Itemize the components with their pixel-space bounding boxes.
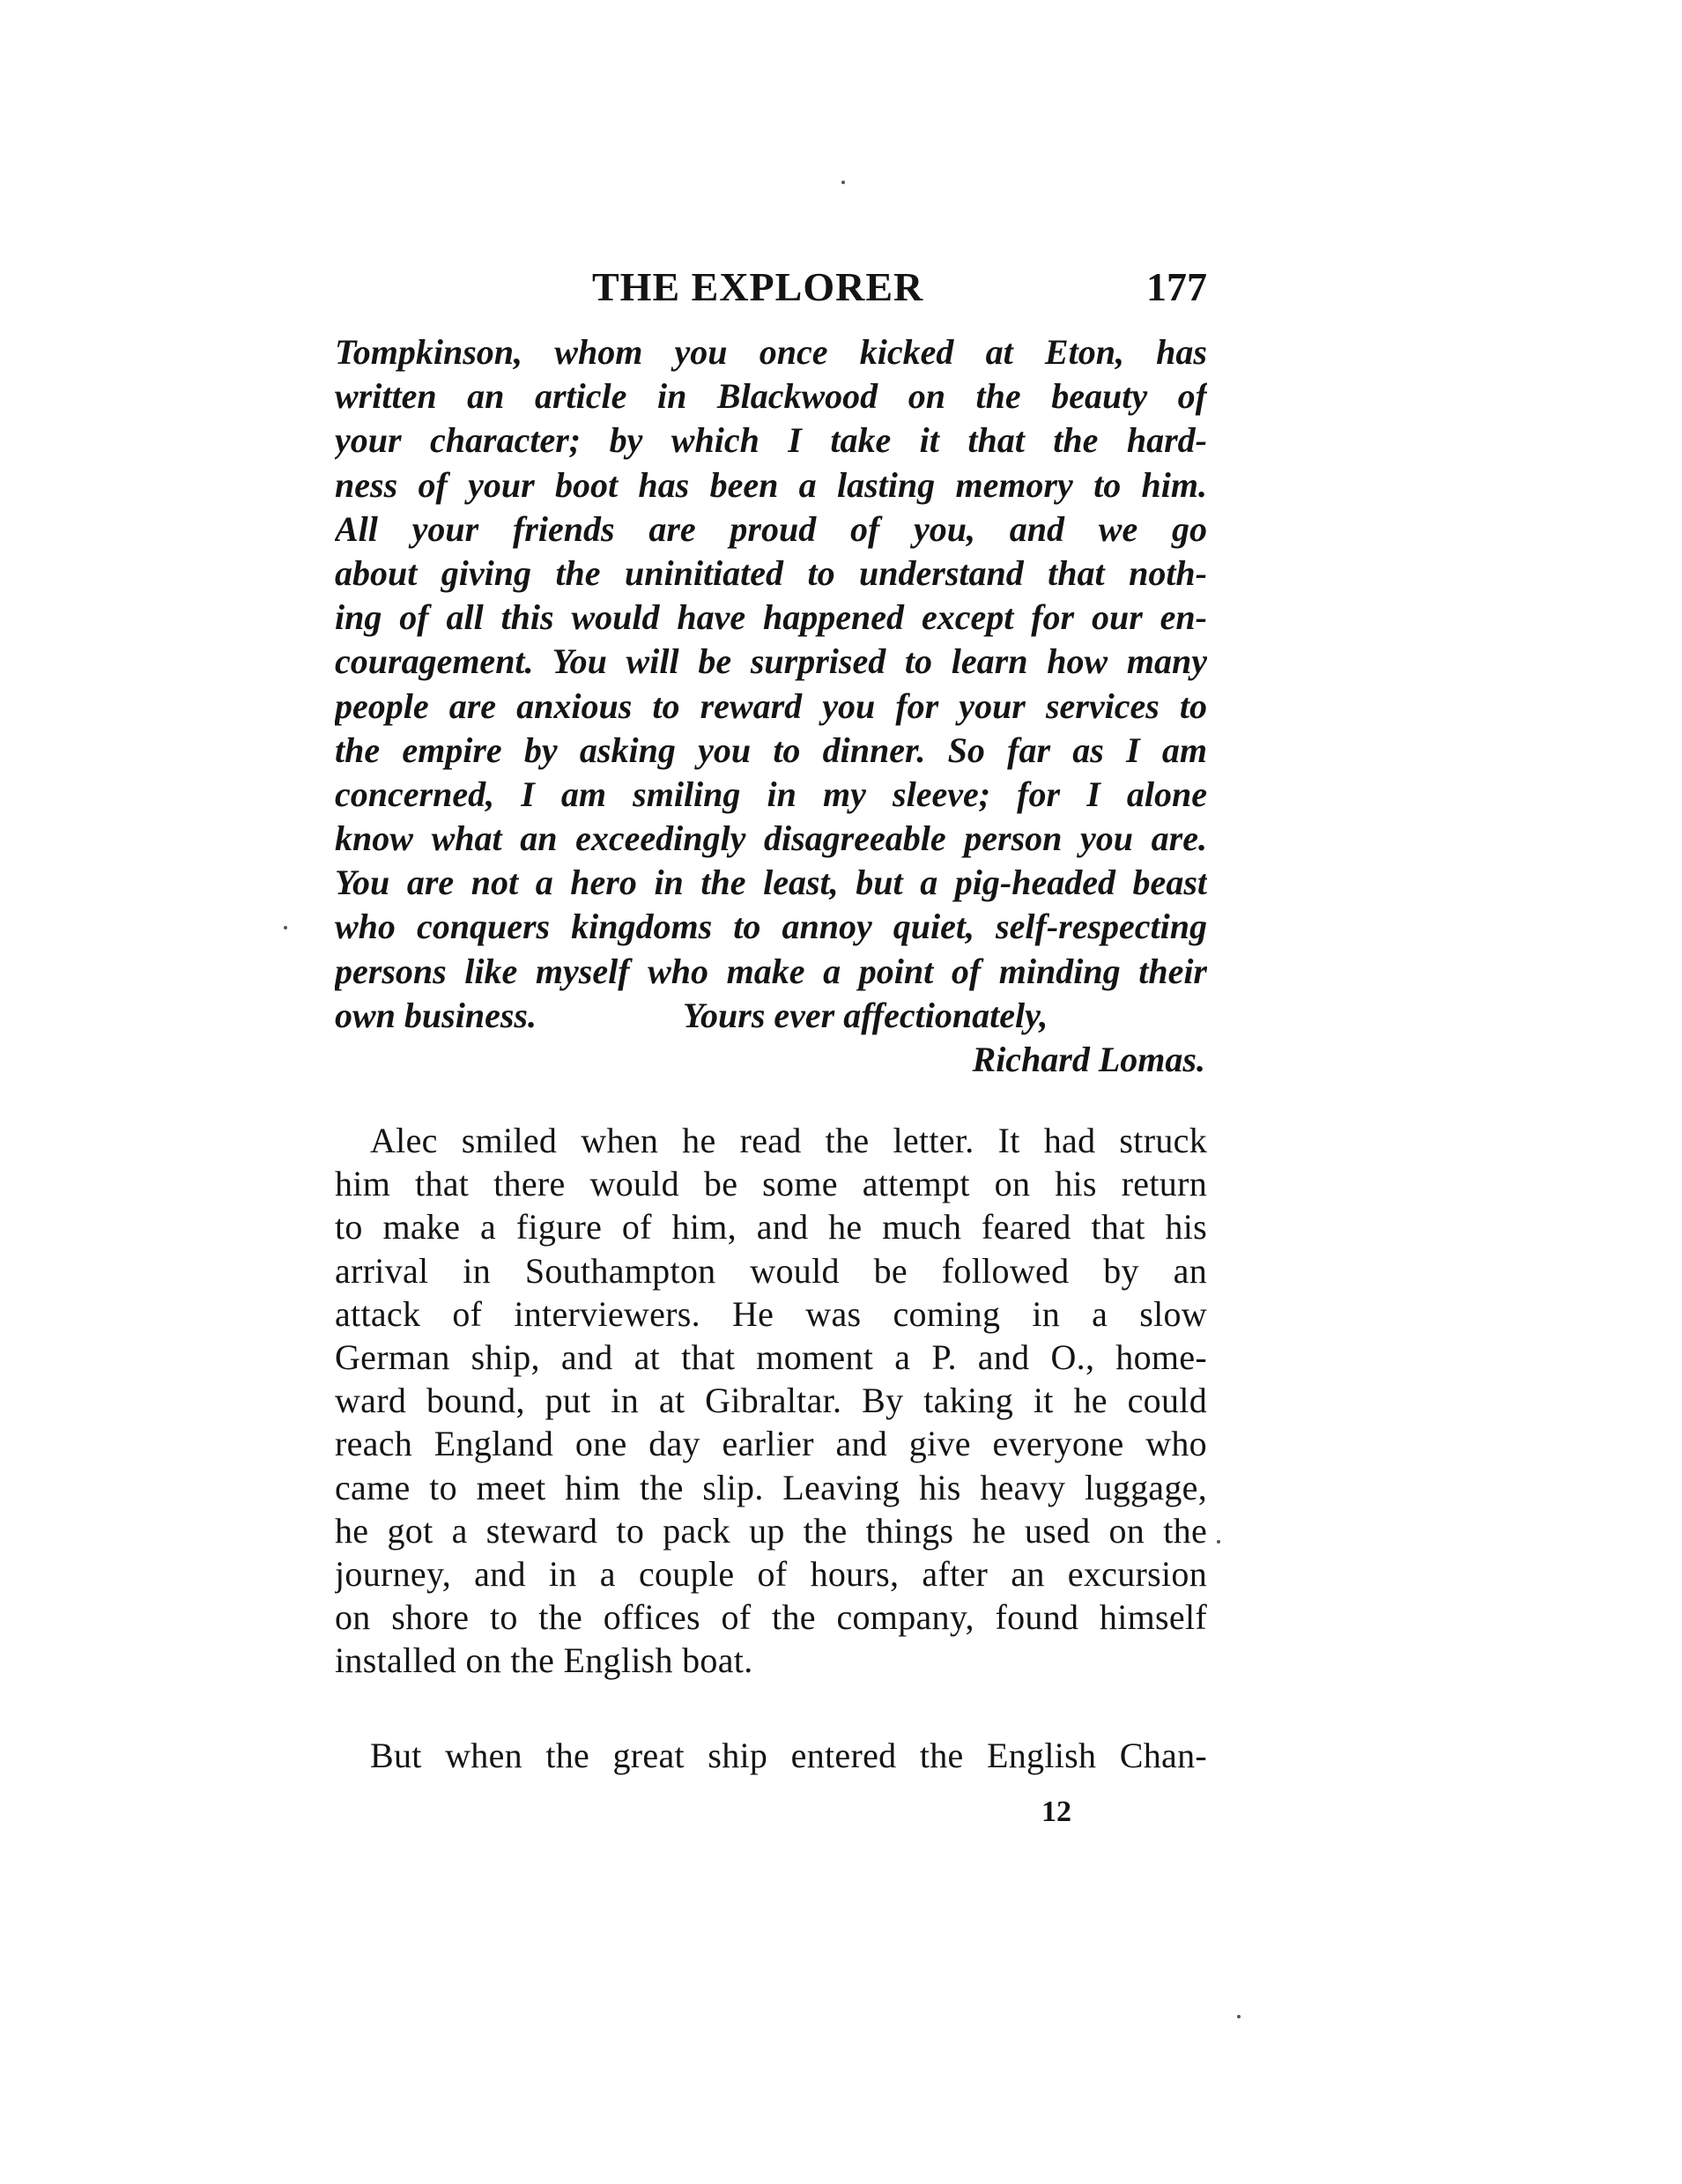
paragraph-line: German ship, and at that moment a P. and O., home-	[335, 1336, 1207, 1377]
letter-line: your character; by which I take it that the hard-	[335, 420, 1207, 461]
letter-closing	[335, 994, 1207, 1038]
letter-line: know what an exceedingly disagreeable person you are.	[335, 818, 1207, 859]
letter-signature: Richard Lomas.	[972, 1039, 1205, 1079]
running-header	[335, 261, 1207, 314]
letter-line: the empire by asking you to dinner. So far as I am	[335, 729, 1207, 770]
paragraph-line: installed on the English boat.	[335, 1640, 753, 1681]
page-speck	[1217, 1540, 1220, 1544]
continuation-paragraph	[335, 1734, 1207, 1778]
paragraph-line: he got a steward to pack up the things he used on the	[335, 1510, 1207, 1551]
letter-line: All your friends are proud of you, and we go	[335, 508, 1207, 549]
paragraph-line: journey, and in a couple of hours, after an excursion	[335, 1553, 1207, 1594]
narrative-paragraph	[335, 1119, 1207, 1682]
letter-line: Tompkinson, whom you once kicked at Eton, has	[335, 332, 1207, 372]
closing-salutation: Yours ever affectionately,	[683, 995, 1048, 1035]
paragraph-line: ward bound, put in at Gibraltar. By taking it he could	[335, 1381, 1207, 1421]
page-speck	[1237, 2015, 1241, 2018]
letter-line: ness of your boot has been a lasting memory to him.	[335, 464, 1207, 505]
closing-left: own business.	[335, 995, 537, 1035]
page-speck	[284, 926, 287, 929]
letter-line: about giving the uninitiated to understand that noth-	[335, 552, 1207, 593]
letter-line: concerned, I am smiling in my sleeve; for I alone	[335, 774, 1207, 814]
signature-mark: 12	[1041, 1795, 1071, 1828]
page-number: 177	[1146, 264, 1207, 309]
paragraph-line: reach England one day earlier and give everyone who	[335, 1424, 1207, 1464]
paragraph-line: Alec smiled when he read the letter. It had struck	[370, 1121, 1207, 1160]
letter-line: who conquers kingdoms to annoy quiet, self-respecting	[335, 907, 1207, 947]
paragraph-line: to make a figure of him, and he much feared that his	[335, 1207, 1207, 1247]
letter-line: couragement. You will be surprised to learn how many	[335, 641, 1207, 682]
paragraph-line: him that there would be some attempt on his return	[335, 1164, 1207, 1204]
paragraph-line: arrival in Southampton would be followed by an	[335, 1250, 1207, 1291]
letter-line: written an article in Blackwood on the beauty of	[335, 376, 1207, 417]
running-title: THE EXPLORER	[592, 264, 924, 309]
paragraph-line: attack of interviewers. He was coming in a slow	[335, 1293, 1207, 1334]
letter-line: You are not a hero in the least, but a pig-headed beast	[335, 862, 1207, 903]
letter-excerpt	[335, 330, 1207, 1082]
page-speck	[841, 181, 845, 184]
letter-line: persons like myself who make a point of minding their	[335, 951, 1207, 991]
letter-line: people are anxious to reward you for your services to	[335, 685, 1207, 726]
paragraph-line: came to meet him the slip. Leaving his heavy luggage,	[335, 1467, 1207, 1507]
paragraph-line: on shore to the offices of the company, found himself	[335, 1597, 1207, 1638]
letter-line: ing of all this would have happened except for our en-	[335, 597, 1207, 638]
paragraph-line: But when the great ship entered the English Chan-	[370, 1736, 1207, 1775]
